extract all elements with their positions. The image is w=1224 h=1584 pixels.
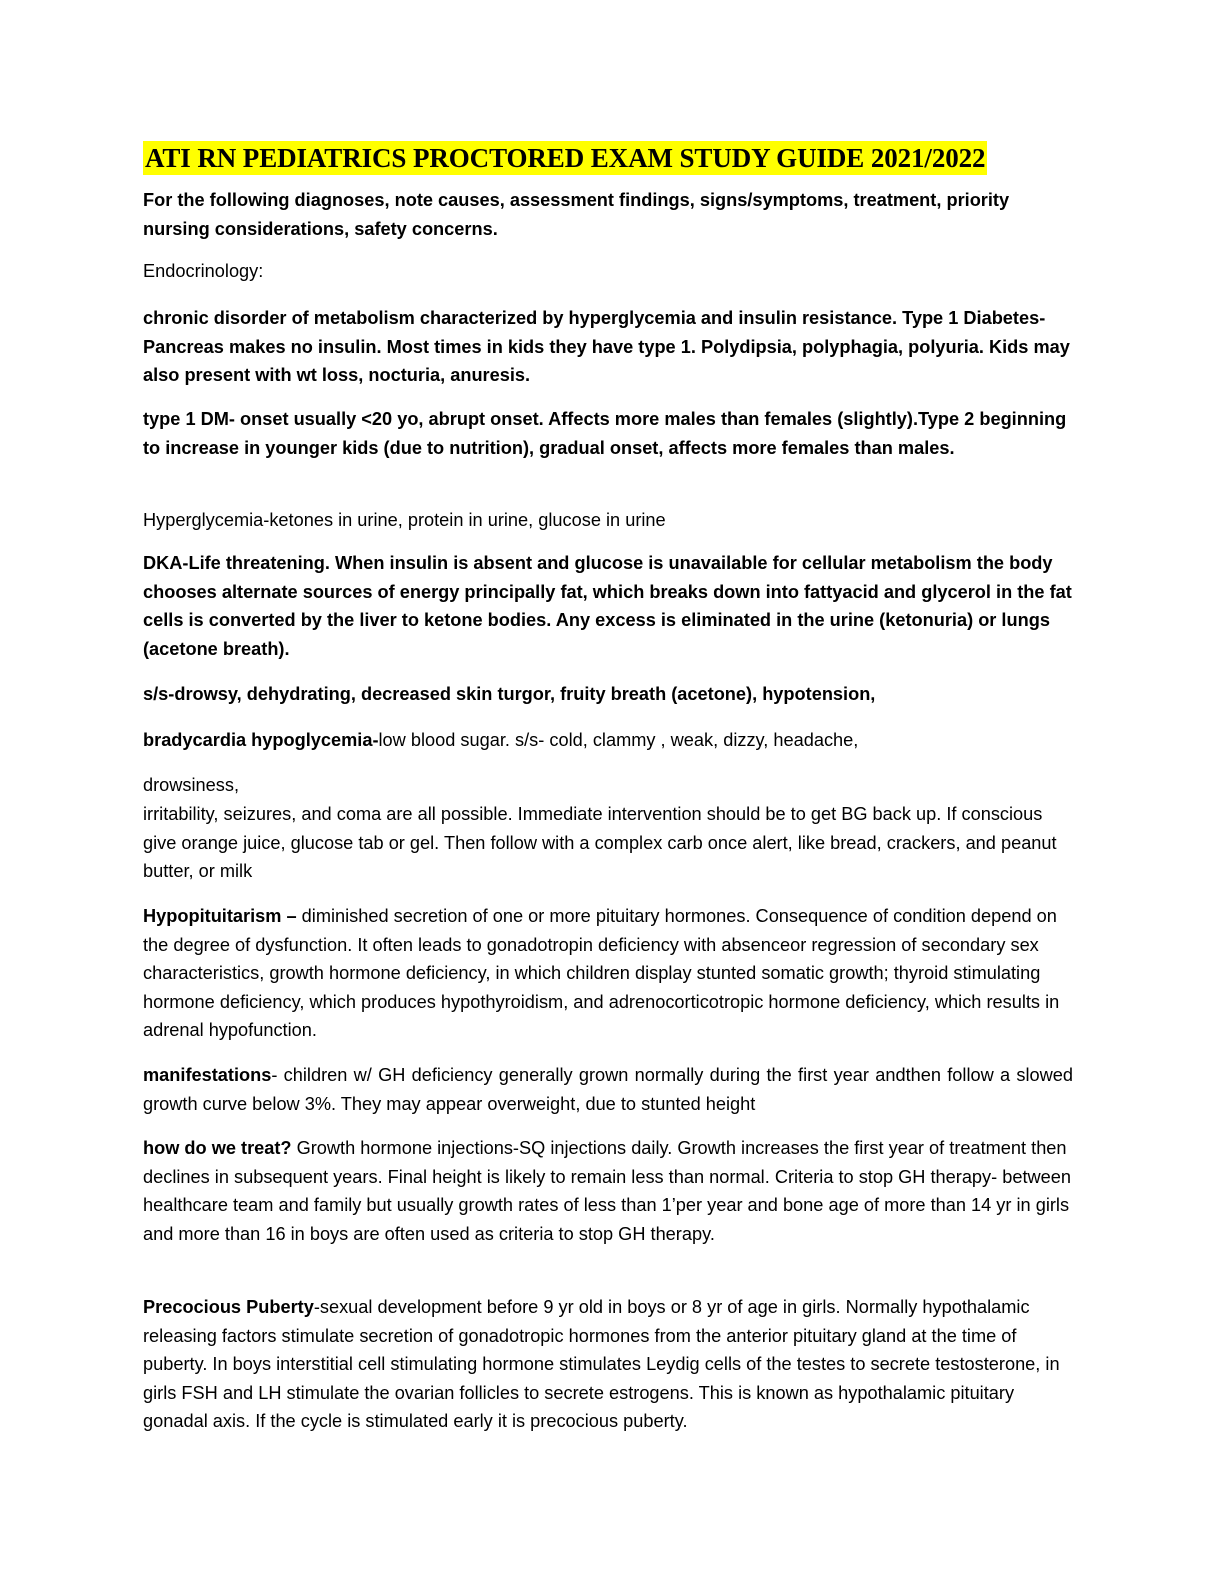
- dka-paragraph: DKA-Life threatening. When insulin is absent and glucose is unavailable for cellular metabolism the body chooses alternate sources of energy principally fat, which breaks down into fattyacid and glycerol in the fat cells is converted by the liver to ketone bodies. Any excess is eliminated in the urine (ketonuria) or lungs (acetone breath).: [143, 553, 1072, 659]
- drowsiness-line: drowsiness,: [143, 775, 240, 795]
- hypopituitarism-text: diminished secretion of one or more pituitary hormones. Consequence of condition depend on the degree of dysfunction. It often leads to gonadotropin deficiency with absenceor regression of secondary sex characteristics, growth hormone deficiency, in which children display stunted somatic growth; thyroid stimulating hormone deficiency, which produces hypothyroidism, and adrenocorticotropic hormone deficiency, which results in adrenal hypofunction.: [143, 906, 1060, 1040]
- irritability-paragraph: irritability, seizures, and coma are all possible. Immediate intervention should be to get BG back up. If conscious give orange juice, glucose tab or gel. Then follow with a complex carb once alert, like bread, crackers, and peanut butter, or milk: [143, 804, 1057, 881]
- precocious-puberty-paragraph: [143, 1293, 1073, 1436]
- type1-dm-paragraph: type 1 DM- onset usually <20 yo, abrupt onset. Affects more males than females (slightly).Type 2 beginning to increase in younger kids (due to nutrition), gradual onset, affects more females than males.: [143, 409, 1067, 458]
- treatment-text: Growth hormone injections-SQ injections daily. Growth increases the first year of treatment then declines in subsequent years. Final height is likely to remain less than normal. Criteria to stop GH therapy- between healthcare team and family but usually growth rates of less than 1’per year and bone age of more than 14 yr in girls and more than 16 in boys are often used as criteria to stop GH therapy.: [143, 1138, 1072, 1244]
- hypopituitarism-label: Hypopituitarism –: [143, 906, 297, 926]
- hypopituitarism-paragraph: [143, 902, 1073, 1045]
- precocious-puberty-label: Precocious Puberty: [143, 1297, 314, 1317]
- hypoglycemia-text: low blood sugar. s/s- cold, clammy , weak, dizzy, headache,: [378, 730, 859, 750]
- manifestations-paragraph: [143, 1061, 1073, 1118]
- chronic-disorder-paragraph: chronic disorder of metabolism characterized by hyperglycemia and insulin resistance. Type 1 Diabetes-Pancreas makes no insulin. Most times in kids they have type 1. Polydipsia, polyphagia, polyuria. Kids may also present with wt loss, nocturia, anuresis.: [143, 308, 1070, 385]
- manifestations-label: manifestations: [143, 1065, 272, 1085]
- dka-signs-paragraph: s/s-drowsy, dehydrating, decreased skin turgor, fruity breath (acetone), hypotension,: [143, 684, 876, 704]
- manifestations-text: - children w/ GH deficiency generally grown normally during the first year andthen follow a slowed growth curve below 3%. They may appear overweight, due to stunted height: [143, 1065, 1073, 1114]
- hyperglycemia-paragraph: Hyperglycemia-ketones in urine, protein in urine, glucose in urine: [143, 510, 666, 530]
- precocious-puberty-text: -sexual development before 9 yr old in boys or 8 yr of age in girls. Normally hypothalamic releasing factors stimulate secretion of gonadotropic hormones from the anterior pituitary gland at the time of puberty. In boys interstitial cell stimulating hormone stimulates Leydig cells of the testes to secrete testosterone, in girls FSH and LH stimulate the ovarian follicles to secrete estrogens. This is known as hypothalamic pituitary gonadal axis. If the cycle is stimulated early it is precocious puberty.: [143, 1297, 1060, 1431]
- page-title: ATI RN PEDIATRICS PROCTORED EXAM STUDY GUIDE 2021/2022: [145, 143, 986, 173]
- hypoglycemia-paragraph: [143, 726, 1073, 755]
- treatment-label: how do we treat?: [143, 1138, 292, 1158]
- endocrinology-heading: Endocrinology:: [143, 261, 264, 281]
- hypoglycemia-label: bradycardia hypoglycemia-: [143, 730, 379, 750]
- treatment-paragraph: [143, 1134, 1073, 1248]
- intro-paragraph: For the following diagnoses, note causes, assessment findings, signs/symptoms, treatment, priority nursing considerations, safety concerns.: [143, 190, 1010, 239]
